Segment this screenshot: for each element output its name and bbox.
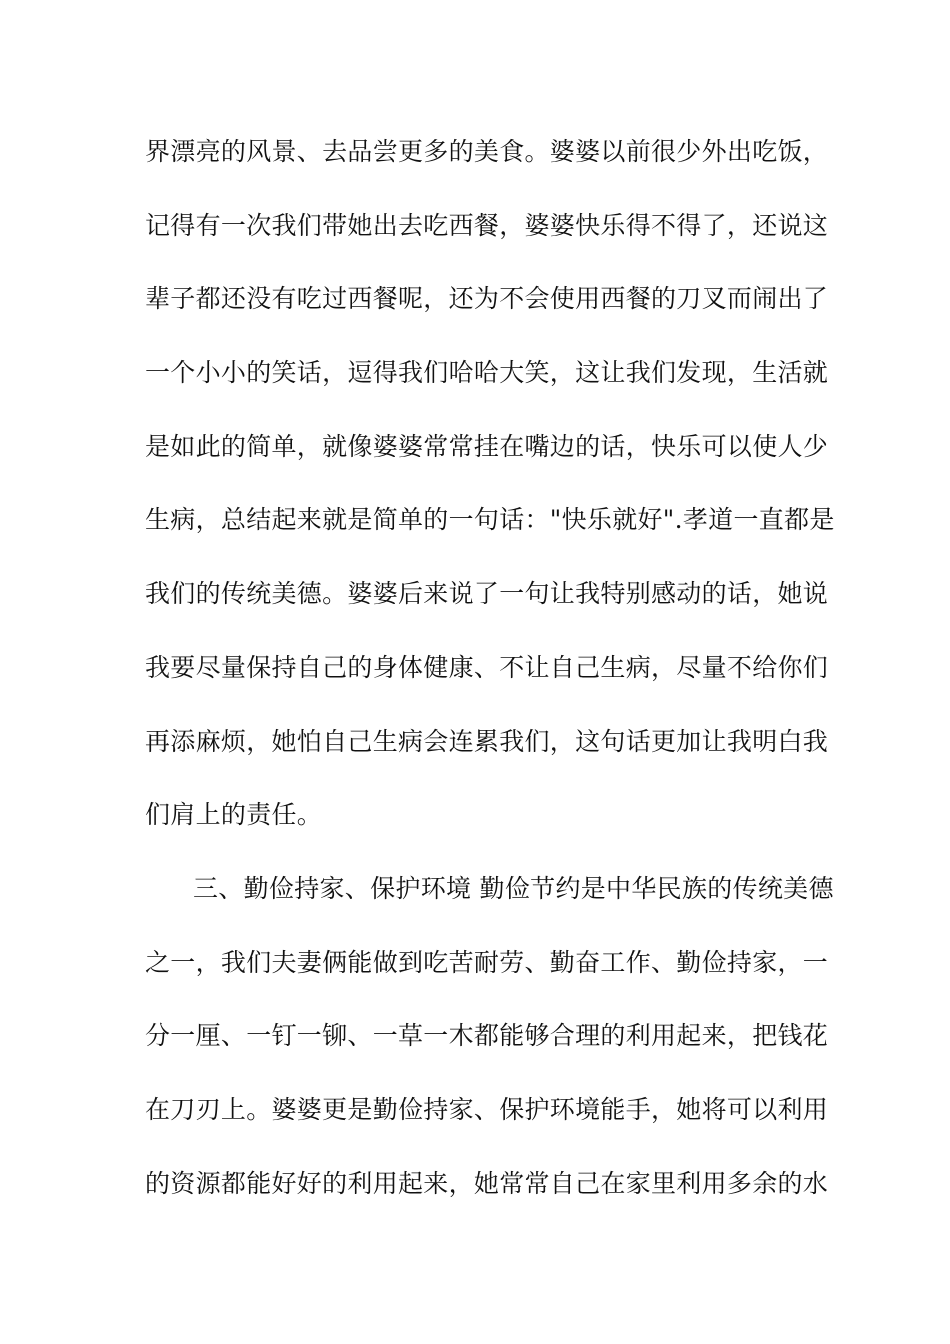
text-line-9: 再添麻烦，她怕自己生病会连累我们，这句话更加让我明白我 [145,726,829,756]
text-line-15: 的资源都能好好的利用起来，她常常自己在家里利用多余的水 [145,1168,829,1198]
section-heading-line: 三、勤俭持家、保护环境 勤俭节约是中华民族的传统美德 [193,873,834,903]
text-line-6: 生病，总结起来就是简单的一句话："快乐就好".孝道一直都是 [145,505,835,535]
text-line-7: 我们的传统美德。婆婆后来说了一句让我特别感动的话，她说 [145,579,829,609]
text-line-14: 在刀刃上。婆婆更是勤俭持家、保护环境能手，她将可以利用 [145,1094,829,1124]
body-text [145,128,835,1233]
text-line-13: 分一厘、一钉一铆、一草一木都能够合理的利用起来，把钱花 [145,1021,829,1051]
text-line-1: 界漂亮的风景、去品尝更多的美食。婆婆以前很少外出吃饭， [145,137,829,166]
text-line-3: 辈子都还没有吃过西餐呢，还为不会使用西餐的刀叉而闹出了 [145,284,829,314]
text-line-12: 之一，我们夫妻俩能做到吃苦耐劳、勤奋工作、勤俭持家，一 [145,947,829,977]
text-line-2: 记得有一次我们带她出去吃西餐，婆婆快乐得不得了，还说这 [145,210,829,240]
text-line-8: 我要尽量保持自己的身体健康、不让自己生病，尽量不给你们 [145,652,829,682]
text-line-10: 们肩上的责任。 [145,800,323,830]
text-line-5: 是如此的简单，就像婆婆常常挂在嘴边的话，快乐可以使人少 [145,431,829,461]
text-line-4: 一个小小的笑话，逗得我们哈哈大笑，这让我们发现，生活就 [145,358,829,388]
